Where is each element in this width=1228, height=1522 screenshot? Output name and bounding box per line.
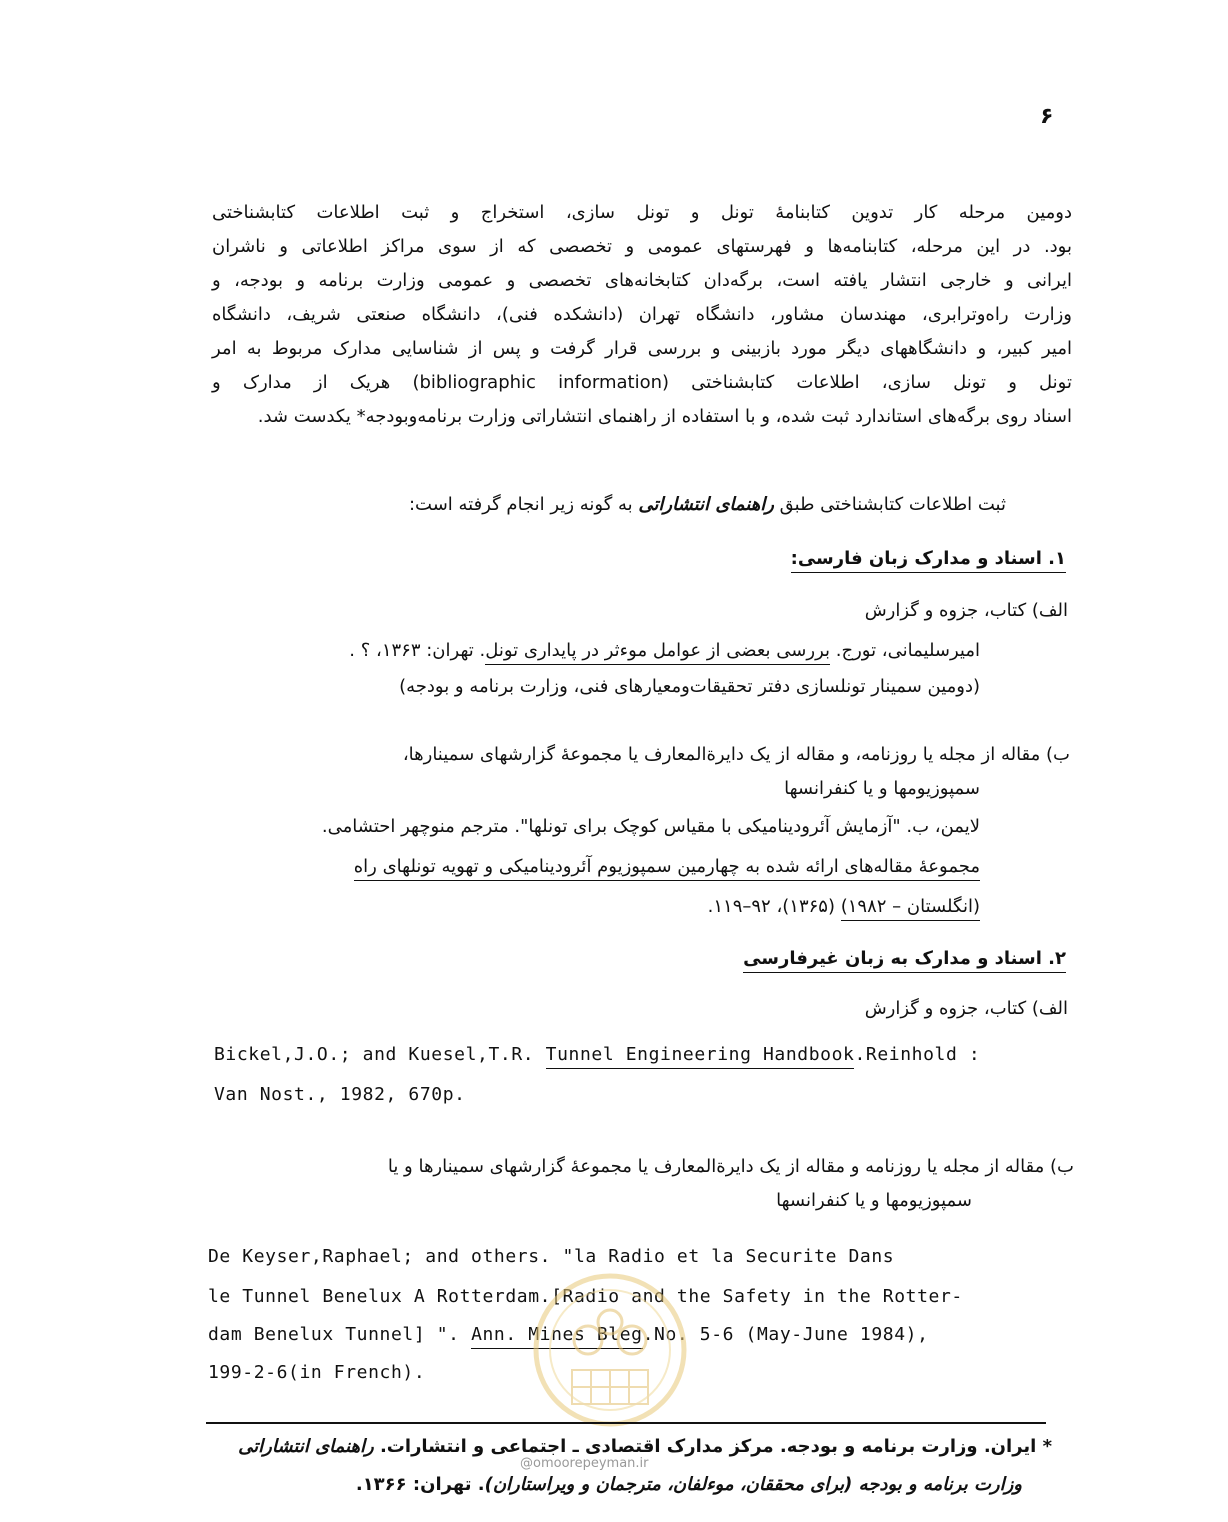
entry-text: dam Benelux Tunnel] ". xyxy=(208,1324,472,1345)
entry-1b-line2 xyxy=(354,856,980,877)
page-number: ۶ xyxy=(1040,104,1054,129)
entry-2b-line2: le Tunnel Benelux A Rotterdam.[Radio and the Safety in the Rotter- xyxy=(208,1286,963,1307)
entry-journal: Ann. Mines Bleg xyxy=(471,1324,643,1349)
paragraph-line: ایرانی و خارجی انتشار یافته است، برگه‌دان کتابخانه‌های تخصصی و عمومی وزارت برنامه و بودجه، و xyxy=(212,270,1072,291)
intro-emphasis: راهنمای انتشاراتی xyxy=(638,494,774,515)
entry-2a-line1 xyxy=(214,1044,980,1065)
paragraph-line: وزارت راه‌وترابری، مهندسان مشاور، دانشگاه تهران (دانشکده فنی)، دانشگاه صنعتی شریف، دانشگاه xyxy=(212,304,1072,325)
watermark-text: @omoorepeyman.ir xyxy=(520,1456,649,1471)
entry-collection-title-end: (انگلستان – ۱۹۸۲) xyxy=(841,896,980,921)
footnote-line2 xyxy=(356,1474,1022,1495)
entry-author: امیرسلیمانی، تورج. xyxy=(830,640,980,661)
section-2-sub-b: ب) مقاله از مجله یا روزنامه و مقاله از یک دایرة‌المعارف یا مجموعهٔ گزارشهای سمینارها و یا xyxy=(387,1156,1074,1177)
section-1-heading xyxy=(791,548,1066,569)
watermark-seal-icon xyxy=(530,1240,690,1440)
section-2-heading xyxy=(743,948,1066,969)
entry-2a-line2: Van Nost., 1982, 670p. xyxy=(214,1084,466,1105)
footnote-emphasis: وزارت برنامه و بودجه (برای محققان، موءلفان، مترجمان و ویراستاران) xyxy=(484,1474,1022,1495)
section-title: اسناد و مدارک به زبان غیرفارسی xyxy=(743,948,1042,969)
section-2-sub-b-cont: سمپوزیومها و یا کنفرانسها xyxy=(776,1190,972,1211)
entry-title: Tunnel Engineering Handbook xyxy=(546,1044,855,1069)
entry-pages: (۱۳۶۵)، ۹۲–۱۱۹. xyxy=(707,896,841,917)
entry-publication: . تهران: ۱۳۶۳، ؟ . xyxy=(349,640,486,661)
section-1-sub-b: ب) مقاله از مجله یا روزنامه، و مقاله از یک دایرة‌المعارف یا مجموعهٔ گزارشهای سمینارها، xyxy=(402,744,1070,765)
footnote-text-end: . تهران: ۱۳۶۶. xyxy=(355,1474,485,1495)
entry-1b-line1: لایمن، ب. "آزمایش آئرودینامیکی با مقیاس کوچک برای تونلها". مترجم منوچهر احتشامی. xyxy=(321,816,980,837)
entry-collection-title: مجموعهٔ مقاله‌های ارائه شده به چهارمین سمپوزیوم آئرودینامیکی و تهویه تونلهای راه xyxy=(354,856,980,881)
paragraph-line: امیر کبیر، و دانشگاههای دیگر مورد بازبینی و بررسی قرار گرفت و پس از شناسایی مدارک مربوط به امر xyxy=(212,338,1072,359)
section-2-sub-a: الف) کتاب، جزوه و گزارش xyxy=(864,998,1068,1019)
intro-text: ثبت اطلاعات کتابشناختی طبق xyxy=(773,494,1006,515)
intro-text-end: به گونه زیر انجام گرفته است: xyxy=(408,494,639,515)
entry-1a-line1 xyxy=(349,640,980,661)
section-number: ۲. xyxy=(1041,948,1066,969)
body-paragraph xyxy=(212,196,1072,434)
entry-publisher: .Reinhold : xyxy=(854,1044,981,1065)
paragraph-line: اسناد روی برگه‌های استاندارد ثبت شده، و با استفاده از راهنمای انتشاراتی وزارت برنامه‌وبودجه* یکدست شد. xyxy=(257,406,1072,427)
section-1-sub-b-cont: سمپوزیومها و یا کنفرانسها xyxy=(784,778,980,799)
footnote-divider xyxy=(206,1422,1046,1424)
entry-authors: Bickel,J.O.; and Kuesel,T.R. xyxy=(214,1044,546,1065)
paragraph-line: دومین مرحله کار تدوین کتابنامهٔ تونل و تونل سازی، استخراج و ثبت اطلاعات کتابشناختی xyxy=(212,202,1072,223)
entry-title: بررسی بعضی از عوامل موءثر در پایداری تونل xyxy=(485,640,830,665)
section-number: ۱. xyxy=(1041,548,1066,569)
paragraph-line: تونل و تونل سازی، اطلاعات کتابشناختی (bibliographic information) هریک از مدارک و xyxy=(212,372,1072,393)
footnote-emphasis: راهنمای انتشاراتی xyxy=(238,1436,374,1457)
footnote-line1 xyxy=(238,1436,1052,1457)
section-title: اسناد و مدارک زبان فارسی: xyxy=(790,548,1042,569)
paragraph-line: بود. در این مرحله، کتابنامه‌ها و فهرستهای عمومی و تخصصی که از سوی مراکز اطلاعاتی و ناشران xyxy=(212,236,1072,257)
entry-1a-note: (دومین سمینار تونلسازی دفتر تحقیقات‌ومعیارهای فنی، وزارت برنامه و بودجه) xyxy=(399,676,980,697)
intro-sentence xyxy=(409,494,1006,515)
section-1-sub-a: الف) کتاب، جزوه و گزارش xyxy=(864,600,1068,621)
entry-2b-line1: De Keyser,Raphael; and others. "la Radio et la Securite Dans xyxy=(208,1246,895,1267)
entry-2b-line4: 199-2-6(in French). xyxy=(208,1362,426,1383)
footnote-text: * ایران. وزارت برنامه و بودجه. مرکز مدارک اقتصادی ـ اجتماعی و انتشارات. xyxy=(373,1436,1052,1457)
entry-1b-line3 xyxy=(708,896,980,917)
entry-issue: .No. 5-6 (May-June 1984), xyxy=(642,1324,929,1345)
